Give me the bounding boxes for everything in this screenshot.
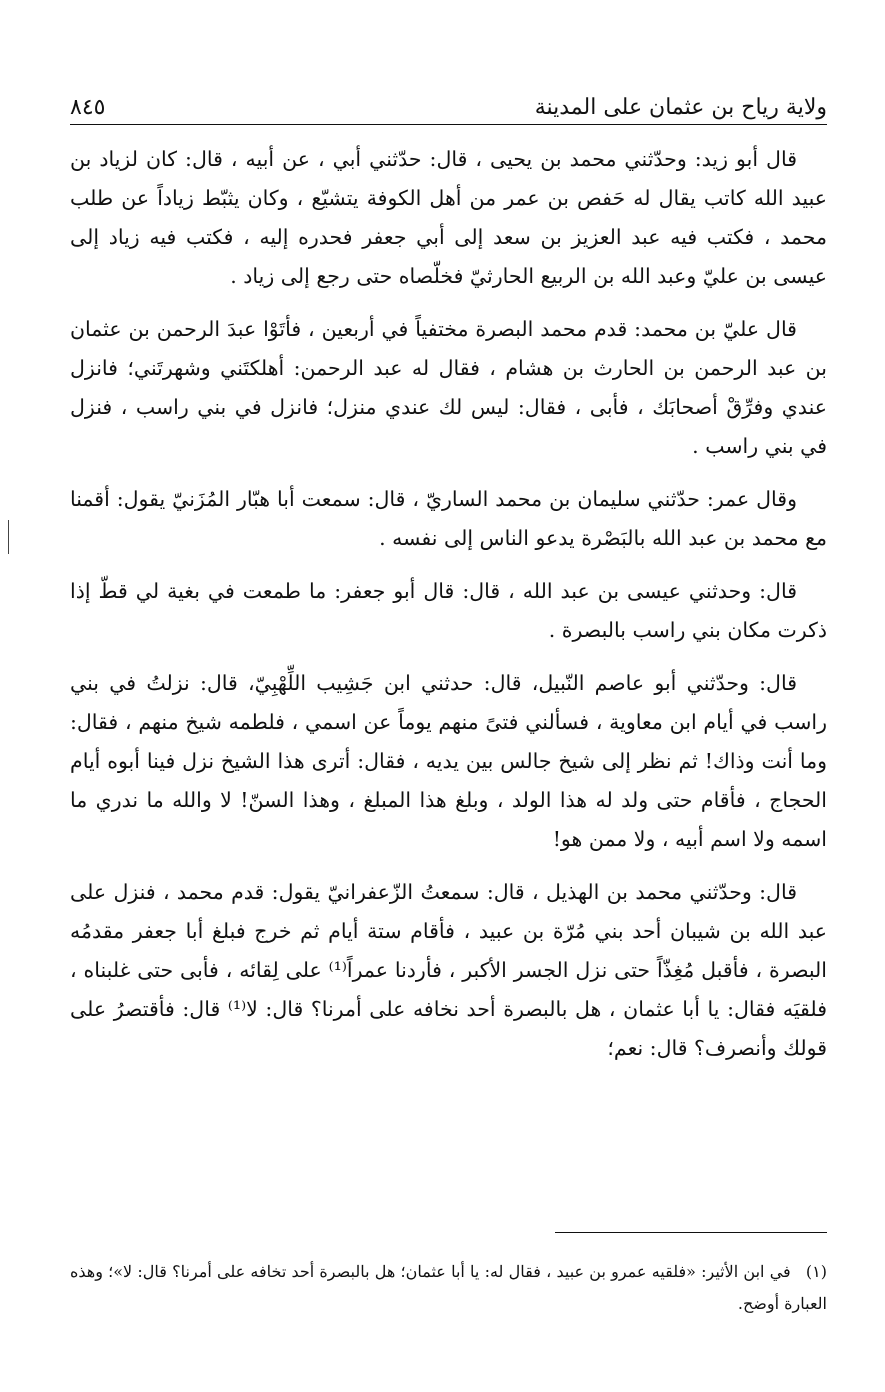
page-number: ٨٤٥ xyxy=(70,95,106,120)
footnote xyxy=(70,1256,827,1320)
paragraph: قال: وحدّثني أبو عاصم النّبيل، قال: حدثني ابن جَشِيب اللِّهْبِيّ، قال: نزلتُ في بني راسب في أيام ابن معاوية ، فسألني فتىً منهم يوماً عن اسمي ، فلطمه شيخ منهم ، فقال: وما أنت وذاك! ثم نظر إلى شيخ جالس بين يديه ، فقال: أترى هذا الشيخ نزل فينا أبوه أيام الحجاج ، فأقام حتى ولد له هذا الولد ، وبلغ هذا المبلغ ، وهذا السنّ! لا والله ما ندري ما اسمه ولا اسم أبيه ، ولا ممن هو! xyxy=(70,671,827,851)
margin-mark xyxy=(8,520,19,554)
footnote-text: في ابن الأثير: «فلقيه عمرو بن عبيد ، فقال له: يا أبا عثمان؛ هل بالبصرة أحد تخافه على أمرنا؟ قال: لا»؛ وهذه العبارة أوضح. xyxy=(70,1262,827,1313)
header-title: ولاية رياح بن عثمان على المدينة xyxy=(534,95,827,120)
paragraph: قال أبو زيد: وحدّثني محمد بن يحيى ، قال: حدّثني أبي ، عن أبيه ، قال: كان لزياد بن عبيد الله كاتب يقال له حَفص بن عمر من أهل الكوفة يتشيّع ، وكان يثبّط زياداً عن طلب محمد ، فكتب فيه عبد العزيز بن سعد إلى أبي جعفر فحدره إليه ، فكتب فيه زياد إلى عيسى بن عليّ وعبد الله بن الربيع الحارثيّ فخلّصاه حتى رجع إلى زياد . xyxy=(70,147,827,288)
paragraph: وقال عمر: حدّثني سليمان بن محمد الساريّ ، قال: سمعت أبا هبّار المُزَنيّ يقول: أقمنا مع محمد بن عبد الله بالبَصْرة يدعو الناس إلى نفسه . xyxy=(70,487,827,550)
footnote-divider xyxy=(555,1232,827,1233)
paragraph: قال: وحدثني عيسى بن عبد الله ، قال: قال أبو جعفر: ما طمعت في بغية لي قطّ إذا ذكرت مكان بني راسب بالبصرة . xyxy=(70,579,827,642)
running-header xyxy=(70,80,827,125)
main-text xyxy=(70,140,827,1082)
footnote-number: (١) xyxy=(805,1262,827,1281)
paragraph: قال: وحدّثني محمد بن الهذيل ، قال: سمعتُ الزّعفرانيّ يقول: قدم محمد ، فنزل على عبد الله بن شيبان أحد بني مُرّة بن عبيد ، فأقام ستة أيام ثم خرج فبلغ أبا جعفر مقدمُه البصرة ، فأقبل مُغِذّاً حتى نزل الجسر الأكبر ، فأردنا عمراً⁽¹⁾ على لِقائه ، فأبى حتى غلبناه ، فلقيَه فقال: يا أبا عثمان ، هل بالبصرة أحد نخافه على أمرنا؟ قال: لا⁽¹⁾ قال: فأقتصرُ على قولك وأنصرف؟ قال: نعم؛ xyxy=(70,880,828,1060)
paragraph: قال عليّ بن محمد: قدم محمد البصرة مختفياً في أربعين ، فأتَوْا عبدَ الرحمن بن عثمان بن عبد الرحمن بن الحارث بن هشام ، فقال له عبد الرحمن: أهلكتَني وشهرتَني؛ فانزل عندي وفرِّقْ أصحابَك ، فأبى ، فقال: ليس لك عندي منزل؛ فانزل في بني راسب ، فنزل في بني راسب . xyxy=(70,317,827,458)
